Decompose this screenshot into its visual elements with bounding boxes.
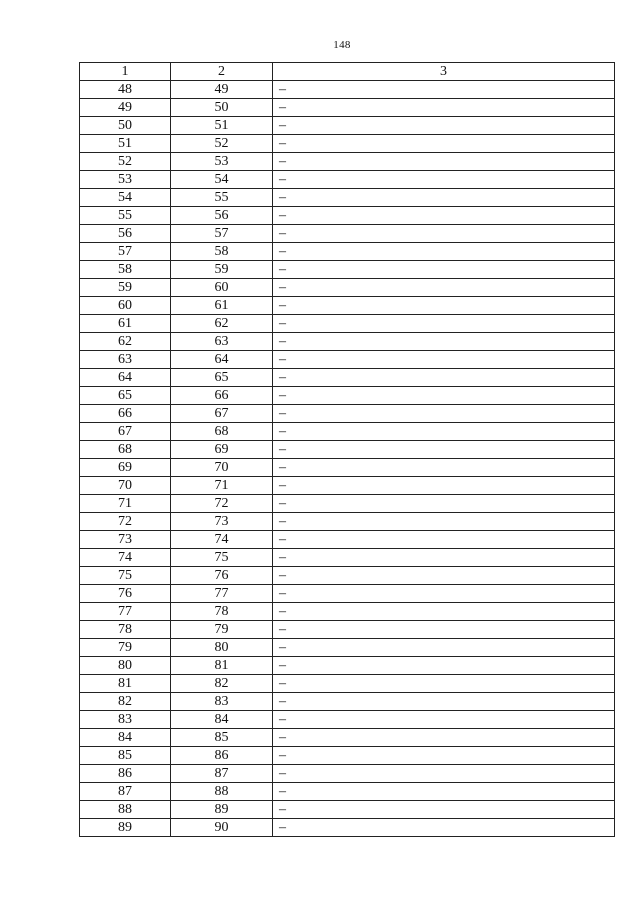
cell-col-1: 86: [80, 765, 171, 783]
cell-col-2: 64: [171, 351, 273, 369]
cell-col-3: –: [273, 729, 615, 747]
cell-col-3: –: [273, 711, 615, 729]
cell-col-3: –: [273, 801, 615, 819]
cell-col-2: 51: [171, 117, 273, 135]
cell-col-3: –: [273, 531, 615, 549]
cell-col-1: 50: [80, 117, 171, 135]
table-row: [80, 351, 615, 369]
cell-col-1: 88: [80, 801, 171, 819]
table-row: [80, 423, 615, 441]
cell-col-1: 65: [80, 387, 171, 405]
cell-col-1: 76: [80, 585, 171, 603]
cell-col-3: –: [273, 495, 615, 513]
cell-col-2: 74: [171, 531, 273, 549]
table-row: [80, 297, 615, 315]
table-row: [80, 747, 615, 765]
table-row: [80, 729, 615, 747]
cell-col-1: 63: [80, 351, 171, 369]
cell-col-2: 83: [171, 693, 273, 711]
cell-col-1: 82: [80, 693, 171, 711]
cell-col-2: 55: [171, 189, 273, 207]
cell-col-2: 56: [171, 207, 273, 225]
cell-col-3: –: [273, 783, 615, 801]
cell-col-1: 62: [80, 333, 171, 351]
cell-col-3: –: [273, 585, 615, 603]
cell-col-1: 58: [80, 261, 171, 279]
cell-col-3: –: [273, 423, 615, 441]
table-row: [80, 819, 615, 837]
table-row: [80, 603, 615, 621]
cell-col-3: –: [273, 747, 615, 765]
cell-col-3: –: [273, 171, 615, 189]
cell-col-1: 51: [80, 135, 171, 153]
cell-col-2: 68: [171, 423, 273, 441]
table-row: [80, 441, 615, 459]
cell-col-2: 63: [171, 333, 273, 351]
cell-col-2: 66: [171, 387, 273, 405]
cell-col-2: 53: [171, 153, 273, 171]
cell-col-3: –: [273, 603, 615, 621]
table-row: [80, 657, 615, 675]
cell-col-3: –: [273, 315, 615, 333]
cell-col-3: –: [273, 675, 615, 693]
table-row: [80, 801, 615, 819]
cell-col-2: 67: [171, 405, 273, 423]
cell-col-2: 90: [171, 819, 273, 837]
cell-col-2: 82: [171, 675, 273, 693]
cell-col-2: 81: [171, 657, 273, 675]
cell-col-3: –: [273, 387, 615, 405]
table-row: [80, 711, 615, 729]
cell-col-3: –: [273, 135, 615, 153]
cell-col-2: 89: [171, 801, 273, 819]
cell-col-2: 62: [171, 315, 273, 333]
table-body: [80, 81, 615, 837]
table-row: [80, 477, 615, 495]
cell-col-2: 85: [171, 729, 273, 747]
cell-col-2: 73: [171, 513, 273, 531]
cell-col-1: 78: [80, 621, 171, 639]
table-row: [80, 549, 615, 567]
cell-col-1: 77: [80, 603, 171, 621]
cell-col-3: –: [273, 369, 615, 387]
cell-col-1: 74: [80, 549, 171, 567]
cell-col-3: –: [273, 333, 615, 351]
cell-col-3: –: [273, 819, 615, 837]
cell-col-1: 66: [80, 405, 171, 423]
cell-col-2: 60: [171, 279, 273, 297]
column-header-3: 3: [273, 63, 615, 81]
page-number: 148: [333, 39, 351, 51]
table-row: [80, 765, 615, 783]
column-header-1: 1: [80, 63, 171, 81]
cell-col-1: 49: [80, 99, 171, 117]
cell-col-1: 48: [80, 81, 171, 99]
cell-col-3: –: [273, 279, 615, 297]
cell-col-3: –: [273, 117, 615, 135]
cell-col-2: 69: [171, 441, 273, 459]
cell-col-1: 59: [80, 279, 171, 297]
table-row: [80, 333, 615, 351]
header-row: [80, 63, 615, 81]
cell-col-1: 61: [80, 315, 171, 333]
table-row: [80, 225, 615, 243]
cell-col-2: 59: [171, 261, 273, 279]
cell-col-3: –: [273, 351, 615, 369]
cell-col-2: 75: [171, 549, 273, 567]
cell-col-2: 88: [171, 783, 273, 801]
cell-col-3: –: [273, 657, 615, 675]
cell-col-3: –: [273, 513, 615, 531]
cell-col-2: 58: [171, 243, 273, 261]
table-row: [80, 693, 615, 711]
cell-col-1: 55: [80, 207, 171, 225]
table-row: [80, 135, 615, 153]
cell-col-2: 86: [171, 747, 273, 765]
table-row: [80, 243, 615, 261]
cell-col-2: 61: [171, 297, 273, 315]
cell-col-2: 72: [171, 495, 273, 513]
table-row: [80, 405, 615, 423]
cell-col-1: 85: [80, 747, 171, 765]
table-row: [80, 621, 615, 639]
cell-col-3: –: [273, 189, 615, 207]
cell-col-2: 87: [171, 765, 273, 783]
cell-col-1: 75: [80, 567, 171, 585]
cell-col-1: 68: [80, 441, 171, 459]
cell-col-2: 65: [171, 369, 273, 387]
cell-col-1: 83: [80, 711, 171, 729]
cell-col-3: –: [273, 243, 615, 261]
cell-col-3: –: [273, 207, 615, 225]
cell-col-3: –: [273, 621, 615, 639]
cell-col-1: 80: [80, 657, 171, 675]
data-table: [79, 62, 615, 837]
cell-col-3: –: [273, 765, 615, 783]
cell-col-1: 57: [80, 243, 171, 261]
cell-col-2: 71: [171, 477, 273, 495]
cell-col-1: 64: [80, 369, 171, 387]
cell-col-1: 81: [80, 675, 171, 693]
table-header: [80, 63, 615, 81]
cell-col-2: 84: [171, 711, 273, 729]
cell-col-1: 69: [80, 459, 171, 477]
cell-col-2: 78: [171, 603, 273, 621]
table-row: [80, 639, 615, 657]
table-row: [80, 117, 615, 135]
table-row: [80, 207, 615, 225]
cell-col-2: 57: [171, 225, 273, 243]
cell-col-2: 70: [171, 459, 273, 477]
table-row: [80, 261, 615, 279]
table-row: [80, 279, 615, 297]
cell-col-1: 52: [80, 153, 171, 171]
cell-col-3: –: [273, 693, 615, 711]
table-row: [80, 189, 615, 207]
cell-col-2: 77: [171, 585, 273, 603]
table-row: [80, 153, 615, 171]
cell-col-1: 84: [80, 729, 171, 747]
table-row: [80, 99, 615, 117]
table-row: [80, 585, 615, 603]
table-row: [80, 369, 615, 387]
cell-col-1: 73: [80, 531, 171, 549]
cell-col-1: 71: [80, 495, 171, 513]
cell-col-1: 72: [80, 513, 171, 531]
cell-col-2: 79: [171, 621, 273, 639]
table-row: [80, 531, 615, 549]
cell-col-1: 67: [80, 423, 171, 441]
cell-col-1: 54: [80, 189, 171, 207]
cell-col-1: 56: [80, 225, 171, 243]
cell-col-1: 79: [80, 639, 171, 657]
table-row: [80, 315, 615, 333]
cell-col-3: –: [273, 567, 615, 585]
cell-col-2: 80: [171, 639, 273, 657]
cell-col-2: 50: [171, 99, 273, 117]
cell-col-1: 53: [80, 171, 171, 189]
cell-col-3: –: [273, 225, 615, 243]
cell-col-3: –: [273, 153, 615, 171]
table-row: [80, 513, 615, 531]
cell-col-3: –: [273, 297, 615, 315]
cell-col-3: –: [273, 639, 615, 657]
table-row: [80, 171, 615, 189]
table-row: [80, 387, 615, 405]
cell-col-3: –: [273, 405, 615, 423]
cell-col-3: –: [273, 477, 615, 495]
table-row: [80, 675, 615, 693]
cell-col-3: –: [273, 81, 615, 99]
cell-col-2: 52: [171, 135, 273, 153]
cell-col-1: 89: [80, 819, 171, 837]
cell-col-1: 87: [80, 783, 171, 801]
table-row: [80, 783, 615, 801]
cell-col-2: 76: [171, 567, 273, 585]
cell-col-1: 60: [80, 297, 171, 315]
cell-col-3: –: [273, 459, 615, 477]
cell-col-2: 49: [171, 81, 273, 99]
cell-col-2: 54: [171, 171, 273, 189]
table-row: [80, 495, 615, 513]
table-row: [80, 81, 615, 99]
column-header-2: 2: [171, 63, 273, 81]
table-row: [80, 459, 615, 477]
cell-col-3: –: [273, 549, 615, 567]
table-row: [80, 567, 615, 585]
cell-col-3: –: [273, 441, 615, 459]
cell-col-3: –: [273, 99, 615, 117]
cell-col-1: 70: [80, 477, 171, 495]
cell-col-3: –: [273, 261, 615, 279]
